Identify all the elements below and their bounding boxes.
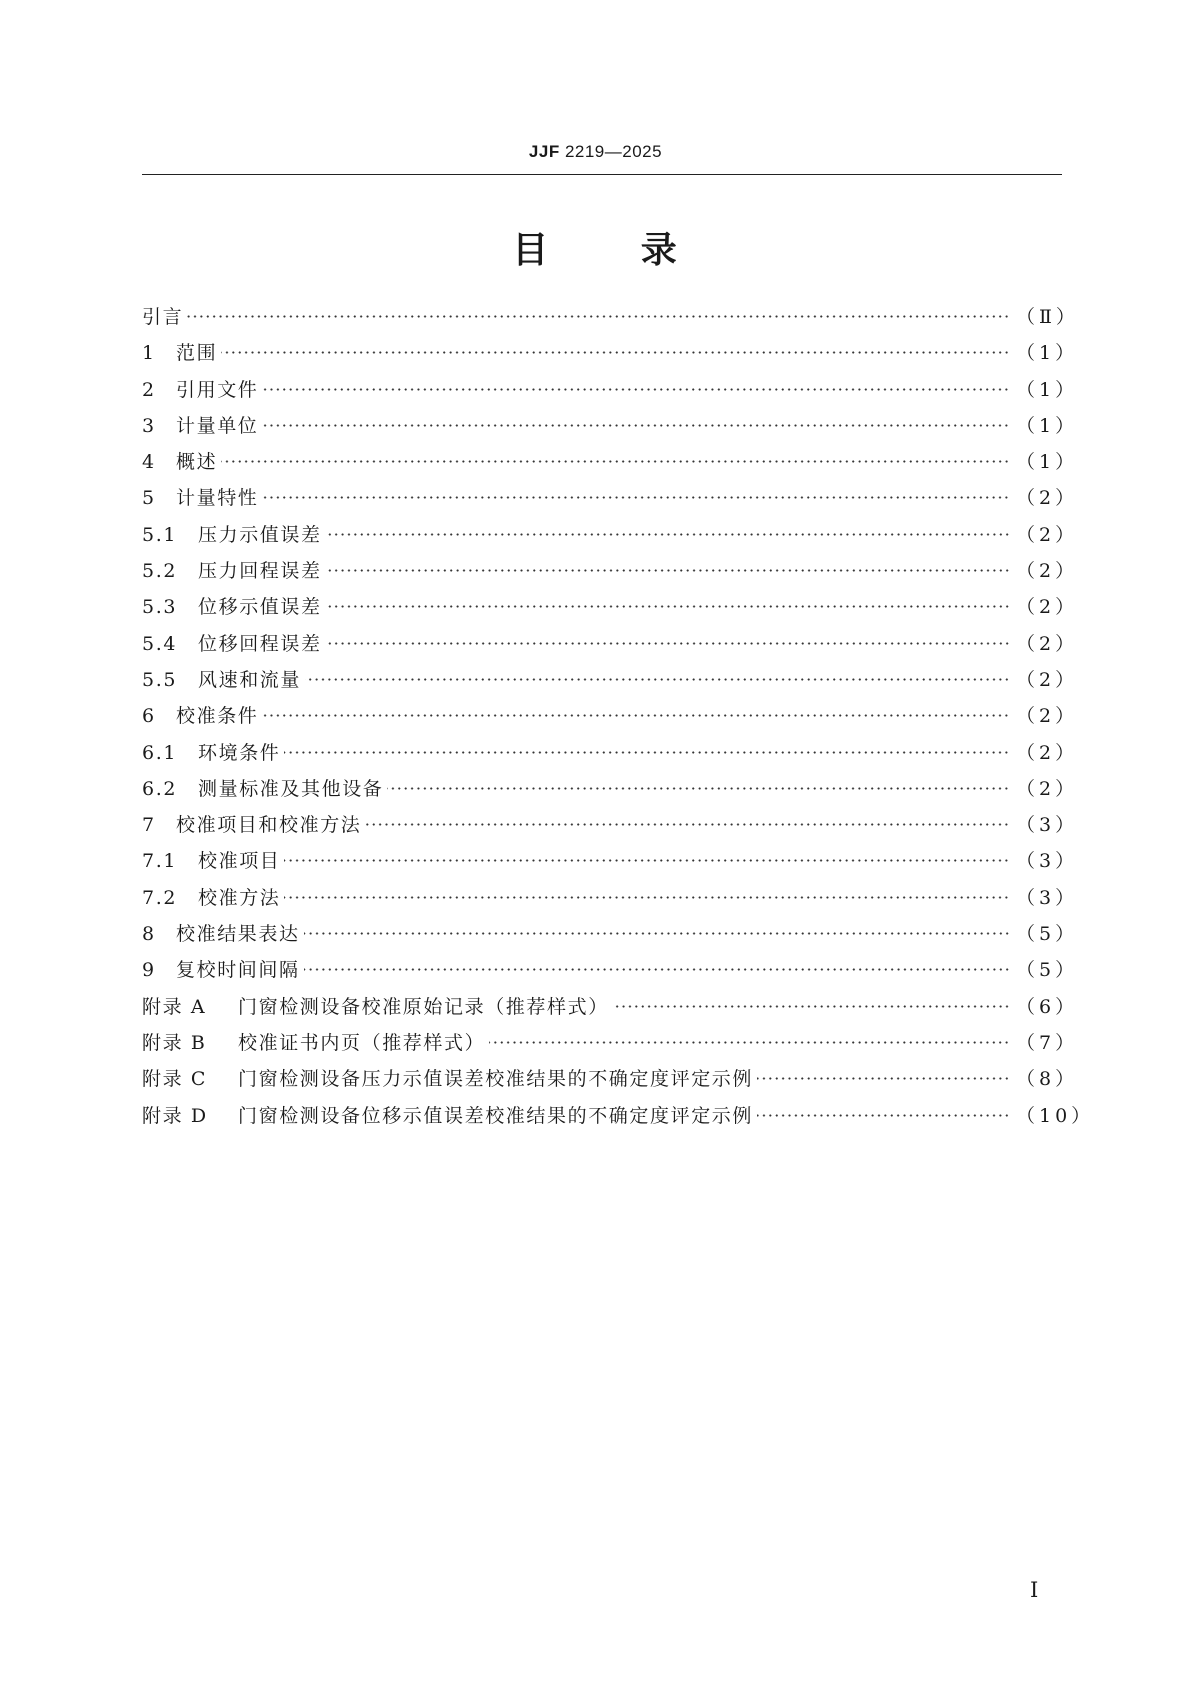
toc-entry[interactable] [142, 483, 1079, 519]
toc-entry-page: （2） [1016, 777, 1079, 800]
toc-entry-page: （1） [1016, 414, 1079, 437]
toc-entry[interactable] [142, 338, 1079, 374]
toc-dot-leader [262, 496, 1010, 499]
toc-entry-number: 5.1 [142, 523, 178, 546]
toc-entry[interactable] [142, 883, 1079, 919]
toc-entry[interactable] [142, 411, 1079, 447]
toc-entry-page: （5） [1016, 923, 1079, 946]
toc-entry-title: 校准证书内页（推荐样式） [238, 1031, 486, 1054]
toc-entry-title: 校准结果表达 [176, 923, 300, 946]
toc-entry-title: 压力回程误差 [198, 560, 322, 583]
document-code [0, 142, 1191, 162]
toc-entry-title: 位移回程误差 [198, 632, 322, 655]
toc-entry[interactable] [142, 992, 1079, 1028]
toc-entry[interactable] [142, 1101, 1095, 1137]
toc-entry-page: （1） [1016, 342, 1079, 365]
toc-dot-leader [221, 460, 1010, 463]
toc-entry-page: （1） [1016, 451, 1079, 474]
toc-entry[interactable] [142, 556, 1079, 592]
toc-entry-title: 环境条件 [198, 741, 281, 764]
toc-entry[interactable] [142, 520, 1079, 556]
toc-entry-page: （2） [1016, 705, 1079, 728]
toc-entry-number: 5 [142, 487, 156, 510]
toc-entry-page: （2） [1016, 487, 1079, 510]
toc-dot-leader [305, 678, 1010, 681]
toc-entry-page: （3） [1016, 886, 1079, 909]
toc-entry-title: 校准条件 [176, 705, 259, 728]
toc-entry-number: 7.1 [142, 850, 178, 873]
toc-entry-title: 引言 [142, 306, 184, 328]
toc-entry-number: 6.1 [142, 741, 178, 764]
toc-entry-page: （1） [1016, 378, 1079, 401]
toc-dot-leader [304, 968, 1010, 971]
toc-entry-number: 附录 D [142, 1104, 208, 1127]
toc-entry-number: 9 [142, 959, 156, 982]
toc-entry[interactable] [142, 846, 1079, 882]
toc-entry-page: （10） [1016, 1104, 1095, 1127]
toc-entry-title: 门窗检测设备位移示值误差校准结果的不确定度评定示例 [238, 1104, 754, 1127]
toc-entry[interactable] [142, 738, 1079, 774]
table-of-contents [142, 302, 1095, 1137]
toc-entry[interactable] [142, 1064, 1079, 1100]
toc-dot-leader [221, 351, 1010, 354]
toc-entry-page: （2） [1016, 523, 1079, 546]
toc-entry-number: 5.2 [142, 560, 178, 583]
toc-entry-number: 1 [142, 342, 156, 365]
toc-entry-number: 附录 A [142, 995, 207, 1018]
toc-entry[interactable] [142, 447, 1079, 483]
toc-entry-number: 7 [142, 814, 156, 837]
toc-entry-page: （2） [1016, 741, 1079, 764]
toc-dot-leader [489, 1041, 1010, 1044]
toc-dot-leader [262, 424, 1010, 427]
toc-entry[interactable] [142, 302, 1079, 338]
toc-entry-title: 校准项目和校准方法 [176, 814, 362, 837]
toc-dot-leader [326, 642, 1010, 645]
toc-dot-leader [326, 569, 1010, 572]
toc-entry[interactable] [142, 955, 1079, 991]
toc-entry-title: 位移示值误差 [198, 596, 322, 619]
toc-entry-title: 校准项目 [198, 850, 281, 873]
toc-entry-title: 风速和流量 [198, 668, 302, 691]
toc-entry-title: 门窗检测设备压力示值误差校准结果的不确定度评定示例 [238, 1068, 754, 1091]
toc-dot-leader [365, 823, 1010, 826]
toc-entry-page: （2） [1016, 632, 1079, 655]
page-number: Ⅰ [1030, 1578, 1039, 1602]
toc-dot-leader [326, 533, 1010, 536]
toc-entry-title: 范围 [176, 342, 218, 365]
toc-dot-leader [262, 388, 1010, 391]
toc-entry-title: 计量特性 [176, 487, 259, 510]
toc-entry-number: 6 [142, 705, 156, 728]
toc-entry-number: 8 [142, 923, 156, 946]
toc-entry-page: （8） [1016, 1068, 1079, 1091]
toc-entry-page: （3） [1016, 814, 1079, 837]
toc-entry[interactable] [142, 919, 1079, 955]
toc-entry-title: 测量标准及其他设备 [198, 777, 384, 800]
toc-entry-number: 5.3 [142, 596, 178, 619]
toc-entry-page: （3） [1016, 850, 1079, 873]
toc-entry-title: 校准方法 [198, 886, 281, 909]
toc-entry-title: 引用文件 [176, 378, 259, 401]
toc-entry-title: 门窗检测设备校准原始记录（推荐样式） [238, 995, 609, 1018]
toc-entry-title: 复校时间间隔 [176, 959, 300, 982]
header-divider [142, 174, 1062, 175]
document-code-number: 2219—2025 [564, 142, 663, 161]
toc-entry-title: 压力示值误差 [198, 523, 322, 546]
toc-entry-number: 附录 C [142, 1068, 207, 1091]
toc-entry-page: （6） [1016, 995, 1079, 1018]
toc-entry[interactable] [142, 774, 1079, 810]
toc-entry-page: （2） [1016, 596, 1079, 619]
toc-entry[interactable] [142, 375, 1079, 411]
page-title: 目 录 [512, 230, 679, 271]
toc-entry-title: 概述 [176, 451, 218, 474]
toc-dot-leader [284, 896, 1010, 899]
toc-entry-page: （2） [1016, 668, 1079, 691]
toc-entry-number: 5.4 [142, 632, 178, 655]
toc-entry[interactable] [142, 665, 1079, 701]
toc-dot-leader [326, 605, 1010, 608]
toc-entry-number: 2 [142, 378, 156, 401]
toc-entry-number: 4 [142, 451, 156, 474]
toc-entry-number: 3 [142, 414, 156, 437]
toc-dot-leader [304, 932, 1010, 935]
toc-entry-page: （2） [1016, 560, 1079, 583]
toc-dot-leader [387, 787, 1010, 790]
toc-entry-page: （Ⅱ） [1016, 306, 1079, 328]
toc-entry-page: （5） [1016, 959, 1079, 982]
toc-dot-leader [757, 1114, 1010, 1117]
toc-dot-leader [187, 315, 1010, 318]
toc-entry[interactable] [142, 629, 1079, 665]
toc-entry-number: 5.5 [142, 668, 178, 691]
toc-dot-leader [757, 1077, 1010, 1080]
toc-entry-page: （7） [1016, 1031, 1079, 1054]
toc-entry[interactable] [142, 592, 1079, 628]
toc-entry[interactable] [142, 810, 1079, 846]
toc-entry-number: 6.2 [142, 777, 178, 800]
toc-dot-leader [284, 751, 1010, 754]
document-code-prefix: JJF [528, 142, 560, 161]
toc-dot-leader [613, 1005, 1010, 1008]
toc-dot-leader [284, 859, 1010, 862]
toc-entry-number: 附录 B [142, 1031, 207, 1054]
toc-dot-leader [262, 714, 1010, 717]
toc-entry[interactable] [142, 1028, 1079, 1064]
toc-entry[interactable] [142, 701, 1079, 737]
toc-entry-number: 7.2 [142, 886, 178, 909]
toc-entry-title: 计量单位 [176, 414, 259, 437]
